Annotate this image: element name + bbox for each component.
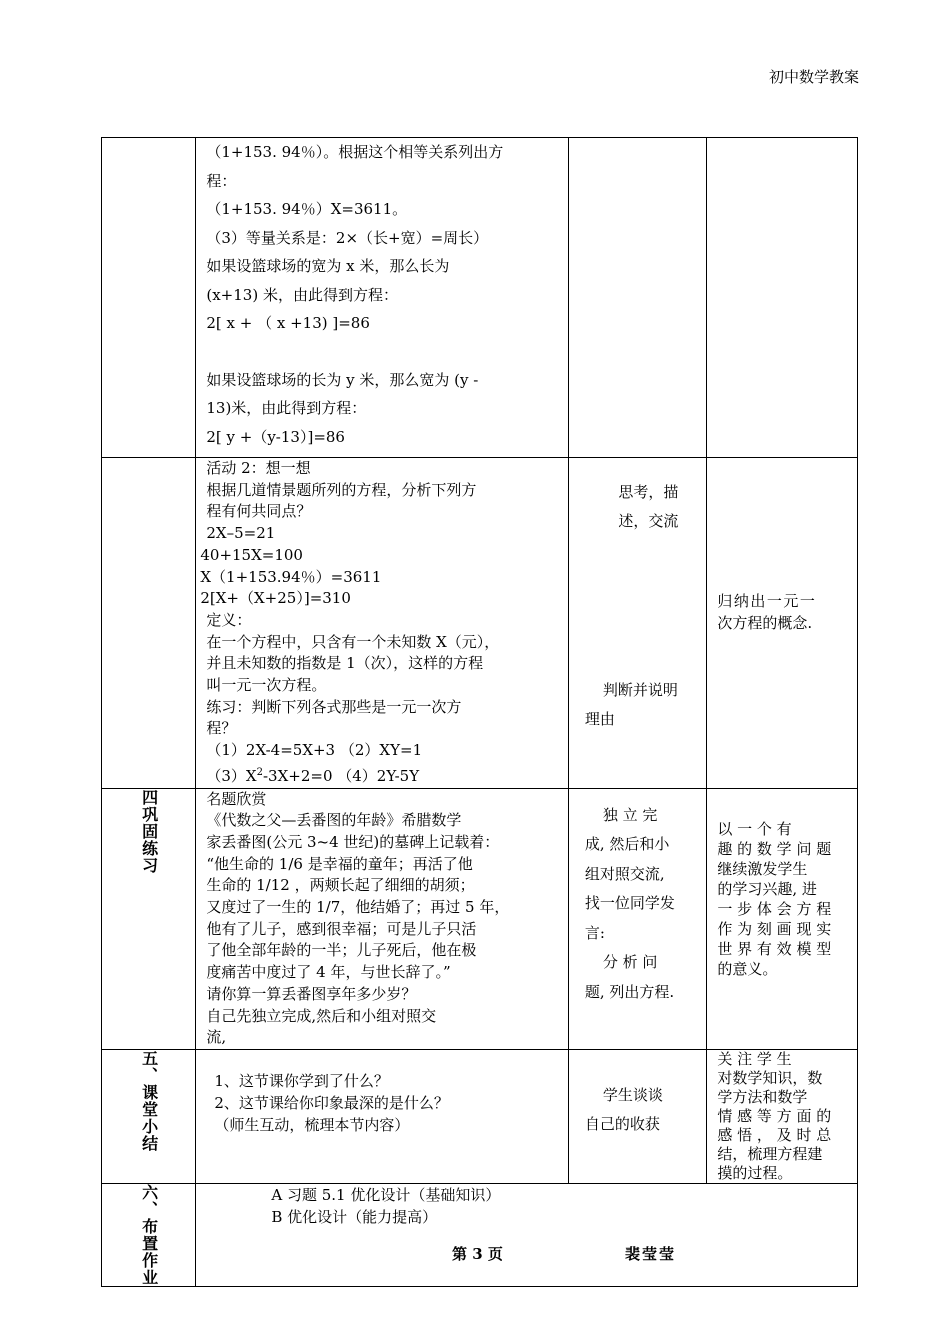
lesson-plan-table	[101, 137, 858, 1287]
section-label-cell	[102, 138, 196, 458]
content-line: (x+13) 米，由此得到方程：	[206, 285, 398, 304]
section-label-cell	[102, 1049, 196, 1183]
design-intent-cell	[707, 788, 858, 1049]
content-line: 了他全部年龄的一半；儿子死后，他在极	[206, 941, 477, 960]
student-activity-cell	[568, 458, 707, 789]
content-line: 自己先独立完成,然后和小组对照交	[206, 1006, 437, 1025]
content-line: 在一个方程中，只含有一个未知数 X（元），	[206, 632, 500, 651]
content-line: 1、这节课你学到了什么？	[214, 1071, 389, 1090]
content-line: 家丢番图(公元 3~4 世纪)的墓碑上记载着：	[206, 832, 500, 851]
content-line	[206, 762, 567, 788]
intent-line: 感 悟 ， 及 时 总	[717, 1125, 832, 1144]
activity-line: 成, 然后和小	[584, 835, 670, 854]
content-line: （1）2X-4=5X+3 （2）XY=1	[206, 741, 423, 760]
section-label-cell	[102, 1183, 196, 1286]
content-line: 《代数之父—丢番图的年龄》希腊数学	[206, 811, 462, 830]
section-label-cell	[102, 458, 196, 789]
intent-line: 的学习兴趣, 进	[717, 879, 817, 898]
intent-line: 摸的过程。	[717, 1163, 793, 1182]
equation-part: -3X+2=0 （4）2Y-5Y	[262, 766, 420, 785]
intent-line: 作 为 刻 画 现 实	[717, 919, 832, 938]
intent-line: 次方程的概念.	[717, 614, 813, 632]
content-line: B 优化设计（能力提高）	[271, 1207, 438, 1226]
table-row	[102, 458, 858, 789]
content-line: 又度过了一生的 1/7，他结婚了；再过 5 年，	[206, 898, 510, 917]
content-line: 定义：	[206, 610, 252, 629]
student-activity-cell	[568, 1049, 707, 1183]
design-intent-cell	[707, 138, 858, 458]
content-line: 40+15X=100	[200, 545, 303, 564]
content-line: （1+153. 94％）X=3611。	[206, 200, 408, 218]
table-row	[102, 138, 858, 458]
activity-line: 分 析 问	[602, 953, 658, 972]
content-line: （3）等量关系是：2×（长+宽）=周长）	[206, 228, 489, 247]
section-label-cell	[102, 788, 196, 1049]
content-line: 如果设篮球场的长为 y 米，那么宽为 (y -	[206, 370, 479, 389]
content-line: 并且未知数的指数是 1（次），这样的方程	[206, 654, 484, 673]
content-line: 度痛苦中度过了 4 年，与世长辞了。”	[206, 963, 451, 982]
table-row	[102, 788, 858, 1049]
intent-line: 情 感 等 方 面 的	[717, 1106, 832, 1125]
page-header: 初中数学教案	[768, 68, 859, 86]
content-line: 2、这节课给你印象最深的是什么？	[214, 1093, 449, 1112]
content-line: 生命的 1/12 ，两颊长起了细细的胡须；	[206, 876, 475, 895]
activity-line: 言:	[584, 923, 605, 942]
activity-line: 自己的收获	[584, 1114, 660, 1133]
content-line: （师生互动，梳理本节内容）	[214, 1115, 410, 1134]
content-line: 根据几道情景题所列的方程，分析下列方	[206, 480, 477, 499]
activity-line: 找一位同学发	[584, 894, 675, 913]
design-intent-cell	[707, 1049, 858, 1183]
content-line: 流,	[206, 1028, 227, 1047]
activity-line: 题, 列出方程.	[584, 982, 675, 1001]
table-row	[102, 1183, 858, 1286]
activity-line: 述，交流	[618, 512, 679, 530]
intent-line: 对数学知识，数	[717, 1068, 823, 1087]
content-line: 名题欣赏	[206, 789, 267, 808]
activity-line: 学生谈谈	[602, 1085, 663, 1104]
content-line: 叫一元一次方程。	[206, 676, 327, 695]
content-line: 2[ y +（y-13）]=86	[206, 427, 345, 446]
content-cell	[196, 788, 568, 1049]
content-line: X（1+153.94％）=3611	[200, 567, 382, 586]
intent-line: 继续激发学生	[717, 859, 808, 878]
intent-line: 趣 的 数 学 问 题	[717, 839, 832, 858]
intent-line: 世 界 有 效 模 型	[717, 939, 832, 958]
content-line: （1+153. 94％）。根据这个相等关系列出方	[206, 143, 504, 161]
content-line: 活动 2：想一想	[206, 459, 311, 477]
content-line: 如果设篮球场的宽为 x 米，那么长为	[206, 257, 450, 275]
activity-line: 组对照交流,	[584, 864, 665, 883]
content-line: 2[ x + （ x +13) ]=86	[206, 314, 370, 332]
activity-line: 思考，描	[618, 483, 679, 501]
activity-line: 判断并说明	[602, 681, 678, 699]
content-line: 他有了儿子，感到很幸福；可是儿子只活	[206, 919, 477, 938]
activity-line: 理由	[584, 710, 615, 728]
content-line: “他生命的 1/6 是幸福的童年；再活了他	[206, 854, 473, 873]
table-row	[102, 1049, 858, 1183]
content-line: 程有何共同点？	[206, 502, 312, 521]
section-label: 五、课堂小结	[139, 1049, 159, 1152]
student-activity-cell	[568, 788, 707, 1049]
content-line: A 习题 5.1 优化设计（基础知识）	[271, 1185, 501, 1204]
content-line: 2[X+（X+25）]=310	[200, 589, 351, 608]
design-intent-cell	[707, 458, 858, 789]
intent-line: 以 一 个 有	[717, 819, 792, 838]
section-label: 六、布置作业	[139, 1183, 159, 1286]
section-label: 四巩固练习	[139, 788, 159, 874]
content-line: 请你算一算丢番图享年多少岁？	[206, 984, 417, 1003]
intent-line: 关 注 学 生	[717, 1049, 792, 1068]
homework-cell	[196, 1183, 858, 1286]
author-name: 裴莹莹	[625, 1245, 677, 1263]
equation-part: （3）X	[206, 766, 257, 785]
intent-line: 结，梳理方程建	[717, 1144, 823, 1163]
content-line: 程？	[206, 719, 237, 738]
intent-line: 归纳出一元一	[717, 592, 817, 610]
content-line: 练习：判断下列各式那些是一元一次方	[206, 697, 462, 716]
content-line: 程：	[206, 171, 237, 190]
content-cell	[196, 458, 568, 789]
content-line: 13)米，由此得到方程：	[206, 399, 367, 417]
content-line: 2X–5=21	[206, 524, 276, 543]
content-cell	[196, 138, 568, 458]
intent-line: 学方法和数学	[717, 1087, 808, 1106]
intent-line: 的意义。	[717, 959, 778, 978]
student-activity-cell	[568, 138, 707, 458]
exponent: 2	[256, 766, 263, 778]
intent-line: 一 步 体 会 方 程	[717, 899, 832, 918]
page-number: 第 3 页	[452, 1245, 503, 1263]
content-cell	[196, 1049, 568, 1183]
activity-line: 独 立 完	[602, 805, 658, 824]
